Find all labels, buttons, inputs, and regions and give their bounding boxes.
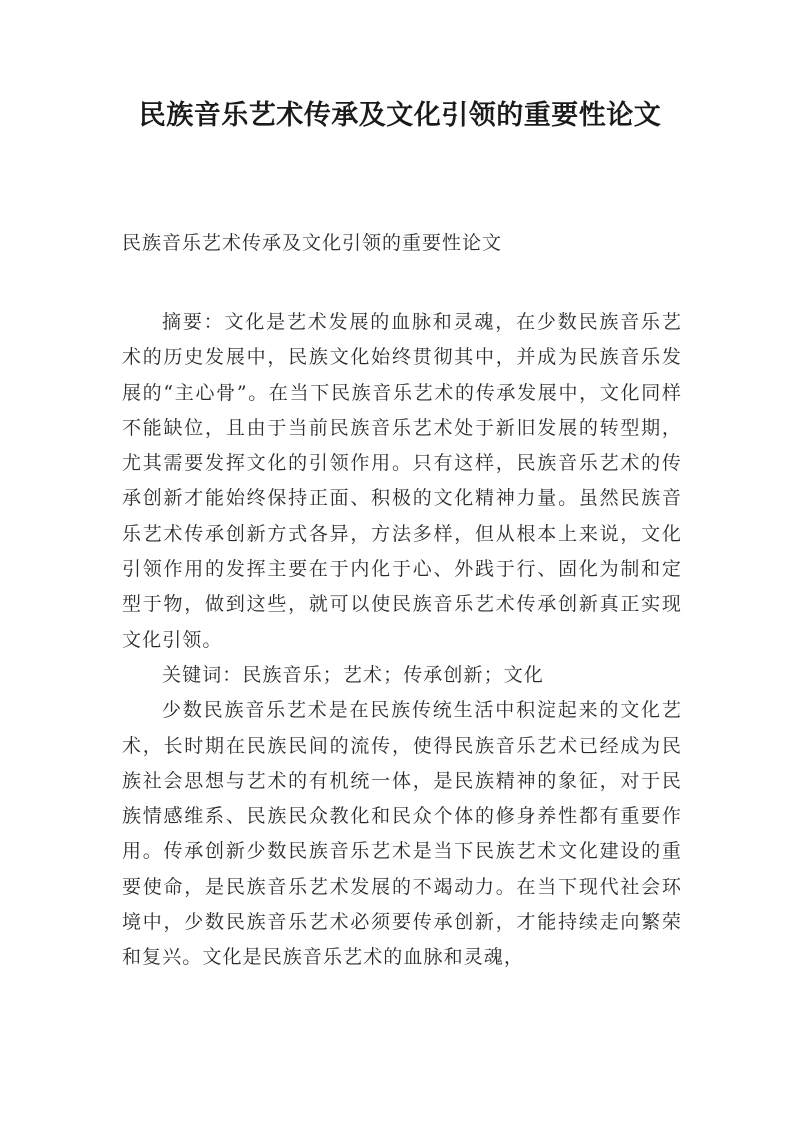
abstract-paragraph: 摘要：文化是艺术发展的血脉和灵魂，在少数民族音乐艺术的历史发展中，民族文化始终贯彻其中，并成为民族音乐发展的“主心骨”。在当下民族音乐艺术的传承发展中，文化同样不能缺位，且由于当前民族音乐艺术处于新旧发展的转型期，尤其需要发挥文化的引领作用。只有这样，民族音乐艺术的传承创新才能始终保持正面、积极的文化精神力量。虽然民族音乐艺术传承创新方式各异，方法多样，但从根本上来说，文化引领作用的发挥主要在于内化于心、外践于行、固化为制和定型于物，做到这些，就可以使民族音乐艺术传承创新真正实现文化引领。 (122, 311, 682, 651)
keywords-paragraph: 关键词：民族音乐；艺术；传承创新；文化 (162, 663, 544, 686)
document-body (122, 305, 682, 976)
intro-paragraph: 少数民族音乐艺术是在民族传统生活中积淀起来的文化艺术，长时期在民族民间的流传，使得民族音乐艺术已经成为民族社会思想与艺术的有机统一体，是民族精神的象征，对于民族情感维系、民族民众教化和民众个体的修身养性都有重要作用。传承创新少数民族音乐艺术是当下民族艺术文化建设的重要使命，是民族音乐艺术发展的不竭动力。在当下现代社会环境中，少数民族音乐艺术必须要传承创新，才能持续走向繁荣和复兴。文化是民族音乐艺术的血脉和灵魂， (122, 699, 682, 969)
document-subtitle: 民族音乐艺术传承及文化引领的重要性论文 (122, 232, 503, 254)
document-title: 民族音乐艺术传承及文化引领的重要性论文 (138, 100, 662, 131)
